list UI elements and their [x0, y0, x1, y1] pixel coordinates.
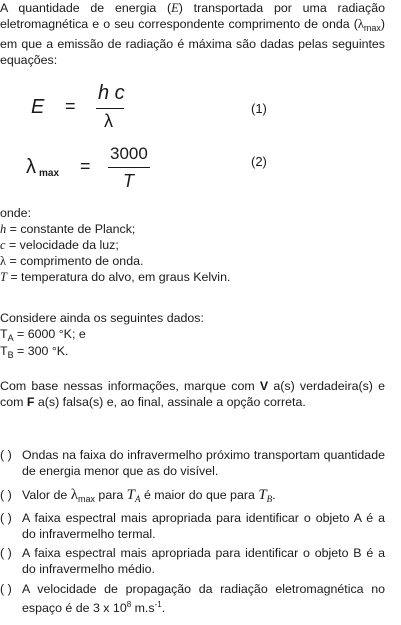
- statement-5: [0, 581, 385, 616]
- def-symbol: c: [0, 238, 6, 252]
- definition-c: [0, 237, 119, 253]
- statement-2-text: [22, 487, 385, 507]
- statement-2: [0, 487, 385, 507]
- s5-exp: 8: [126, 600, 132, 609]
- definition-t: [0, 269, 230, 285]
- definitions-heading: onde:: [0, 206, 32, 220]
- instruction-paragraph: [0, 378, 385, 410]
- answer-box-2[interactable]: ( ): [0, 488, 12, 502]
- eq1-equals: =: [65, 96, 76, 116]
- eq2-lhs-subscript: max: [39, 168, 60, 179]
- s2-max: max: [77, 494, 95, 504]
- eq1-numerator: h c: [98, 82, 125, 104]
- max-subscript: max: [363, 23, 381, 33]
- statement-4: [0, 545, 385, 577]
- s2-part: .: [272, 488, 276, 502]
- intro-text-1: A quantidade de energia (: [0, 1, 172, 15]
- eq2-number: (2): [251, 154, 267, 169]
- statement-1: [0, 447, 385, 479]
- s5-part: m.s: [131, 601, 155, 615]
- eq1-denominator: λ: [104, 111, 113, 131]
- intro-text-3: ) em que a emissão de radiação é máxima são dadas pelas seguintes equações:: [0, 17, 385, 67]
- def-text: = velocidade da luz;: [5, 238, 119, 252]
- data-tb: [0, 343, 69, 363]
- def-symbol: h: [0, 222, 7, 236]
- s2-ta: T: [126, 487, 136, 503]
- intro-paragraph: [0, 0, 385, 68]
- s2-part: para: [94, 488, 127, 502]
- def-text: = comprimento de onda.: [6, 254, 144, 268]
- answer-box-1[interactable]: ( ): [0, 448, 12, 462]
- tb-subscript: B: [7, 350, 14, 360]
- s2-part: é maior do que para: [140, 488, 259, 502]
- energy-symbol: E: [171, 1, 179, 15]
- eq2-fraction-bar: [108, 167, 150, 168]
- instruction-text-1: Com base nessas informações, marque com: [0, 379, 260, 393]
- tb-symbol: T: [0, 344, 8, 358]
- eq2-denominator: T: [123, 171, 134, 191]
- data-heading: Considere ainda os seguintes dados:: [0, 311, 204, 325]
- s5-part: A velocidade de propagação da radiação eletromagnética no espaço é de 3 x 10: [22, 582, 385, 615]
- def-symbol: λ: [0, 254, 7, 268]
- false-marker: F: [26, 395, 35, 409]
- s2-tb-sub: B: [266, 494, 273, 504]
- true-marker: V: [259, 379, 269, 393]
- eq1-number: (1): [251, 101, 267, 116]
- s2-lambda: λ: [70, 487, 78, 503]
- definition-lambda: [0, 253, 143, 269]
- statement-3-text: A faixa espectral mais apropriada para identificar o objeto A é a do infravermelho termal.: [22, 511, 385, 541]
- answer-box-3[interactable]: ( ): [0, 511, 12, 525]
- definition-h: [0, 221, 135, 237]
- s2-part: Valor de: [22, 488, 71, 502]
- statement-1-text: Ondas na faixa do infravermelho próximo transportam quantidade de energia menor que as do visível.: [22, 448, 385, 478]
- s2-tb: T: [258, 487, 267, 503]
- answer-box-4[interactable]: ( ): [0, 546, 12, 560]
- tb-value: = 300 °K.: [13, 344, 69, 358]
- eq1-lhs: E: [31, 96, 45, 118]
- answer-box-5[interactable]: ( ): [0, 582, 12, 596]
- def-text: = constante de Planck;: [6, 222, 136, 236]
- s5-part: .: [161, 601, 166, 615]
- def-text: = temperatura do alvo, em graus Kelvin.: [6, 270, 231, 284]
- eq2-numerator: 3000: [110, 144, 148, 163]
- eq2-lhs: λ: [26, 156, 36, 178]
- instruction-text-2: a(s) verdadeira(s) e com: [0, 379, 385, 409]
- statement-5-text: [22, 581, 385, 616]
- s5-exp2: -1: [154, 600, 162, 609]
- intro-text-2: ) transportada por uma radiação eletromagnética e o seu correspondente comprimento de onda (: [0, 1, 386, 31]
- ta-symbol: T: [0, 327, 8, 341]
- lambda-symbol: λ: [357, 17, 364, 31]
- ta-value: = 6000 °K; e: [13, 327, 86, 341]
- statement-4-text: A faixa espectral mais apropriada para identificar o objeto B é a do infravermelho médio.: [22, 546, 385, 576]
- instruction-text-3: a(s) falsa(s) e, ao final, assinale a opção correta.: [34, 395, 306, 409]
- eq2-equals: =: [80, 156, 91, 176]
- statement-3: [0, 510, 385, 542]
- ta-subscript: A: [7, 333, 14, 343]
- s2-ta-sub: A: [135, 494, 141, 504]
- def-symbol: T: [0, 270, 7, 284]
- eq1-fraction-bar: [96, 108, 124, 109]
